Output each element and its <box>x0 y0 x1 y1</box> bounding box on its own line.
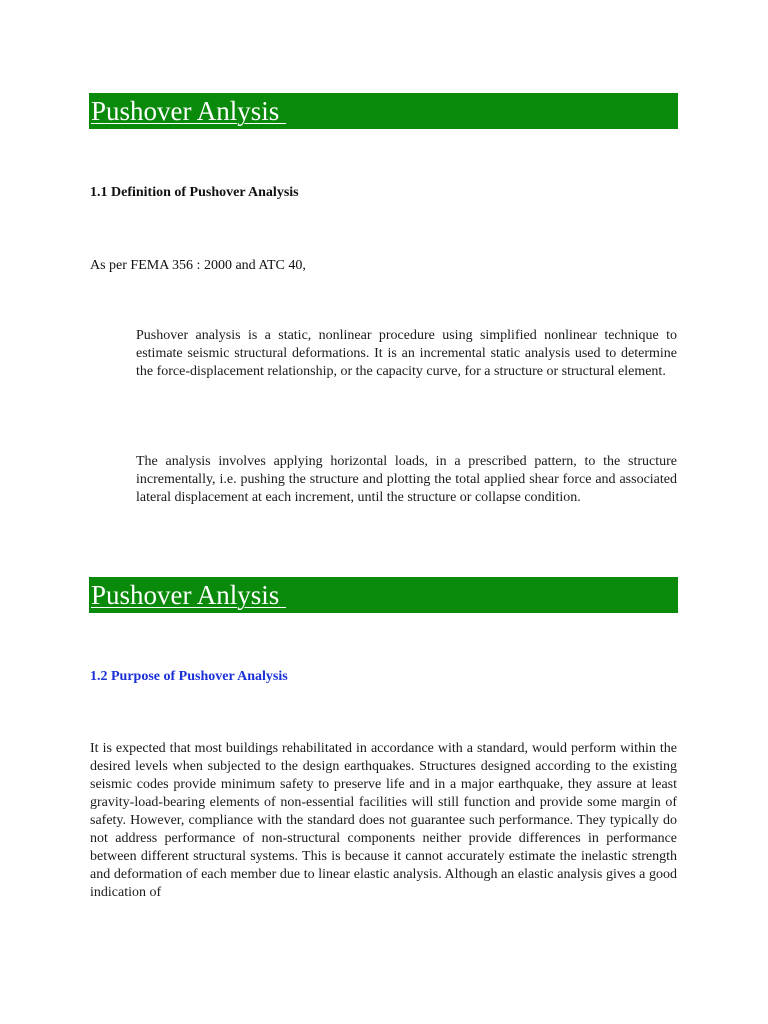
paragraph-purpose: It is expected that most buildings rehabilitated in accordance with a standard, would perform within the desired levels when subjected to the design earthquakes. Structures designed according to the existing seismic codes provide minimum safety to preserve life and in a major earthquake, they assure at least gravity-load-bearing elements of non-essential facilities will still function and provide some margin of safety. However, compliance with the standard does not guarantee such performance. They typically do not address performance of non-structural components neither provide differences in performance between different structural systems. This is because it cannot accurately estimate the inelastic strength and deformation of each member due to linear elastic analysis. Although an elastic analysis gives a good indication of <box>90 741 677 900</box>
section-banner-1 <box>89 93 678 129</box>
intro-text: As per FEMA 356 : 2000 and ATC 40, <box>90 258 306 273</box>
paragraph-analysis: The analysis involves applying horizontal loads, in a prescribed pattern, to the structure incrementally, i.e. pushing the structure and plotting the total applied shear force and associated lateral displacement at each increment, until the structure or collapse condition. <box>136 454 677 505</box>
section-banner-2 <box>89 577 678 613</box>
section-heading-definition: 1.1 Definition of Pushover Analysis <box>90 185 299 200</box>
section-banner-title: Pushover Anlysis <box>91 580 287 610</box>
paragraph-definition: Pushover analysis is a static, nonlinear procedure using simplified nonlinear technique to estimate seismic structural deformations. It is an incremental static analysis used to determine the force-displacement relationship, or the capacity curve, for a structure or structural element. <box>136 328 677 379</box>
section-banner-title: Pushover Anlysis <box>91 96 287 126</box>
section-heading-purpose: 1.2 Purpose of Pushover Analysis <box>90 669 288 684</box>
